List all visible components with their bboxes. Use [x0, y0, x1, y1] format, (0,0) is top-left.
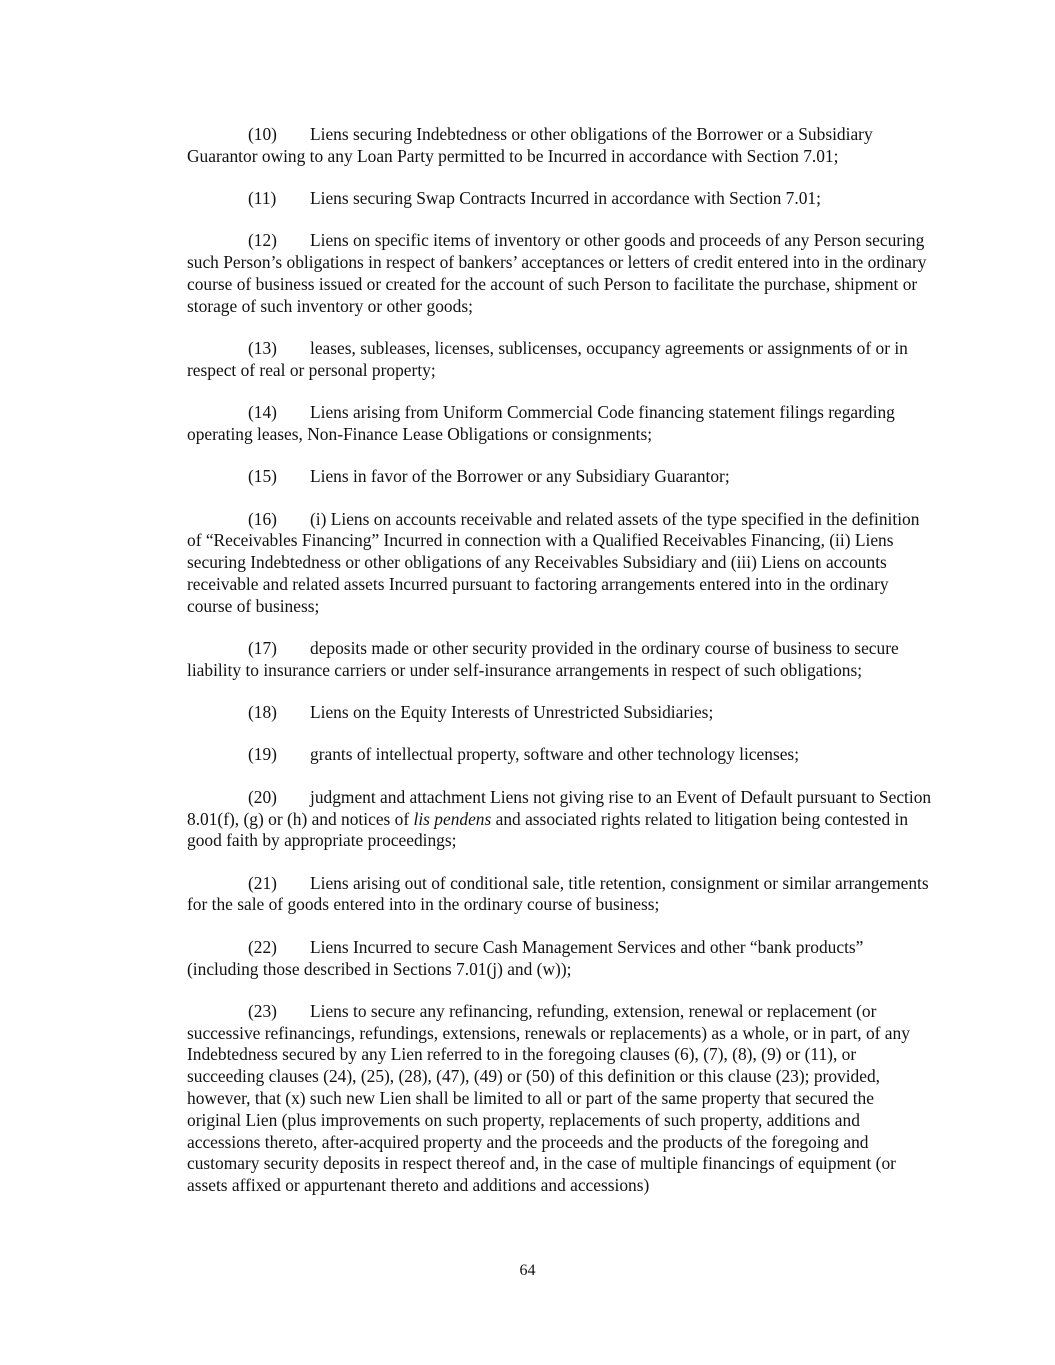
- document-body: [187, 124, 932, 1217]
- clause-23: [187, 1001, 932, 1197]
- clause-text: Liens arising out of conditional sale, title retention, consignment or similar arrangements for the sale of goods entered into in the ordinary course of business;: [187, 872, 929, 915]
- clause-number: (16): [248, 508, 277, 529]
- clause-text: Liens on specific items of inventory or other goods and proceeds of any Person securing such Person’s obligations in respect of bankers’ acceptances or letters of credit entered into in the ordinary course of business issued or created for the account of such Person to facilitate the purchase, shipment or storage of such inventory or other goods;: [187, 230, 927, 316]
- clause-14: [187, 402, 932, 446]
- clause-22: [187, 937, 932, 981]
- clause-text: (i) Liens on accounts receivable and related assets of the type specified in the definition of “Receivables Financing” Incurred in connection with a Qualified Receivables Financing, (ii) Liens securing Indebtedness or other obligations of any Receivables Subsidiary and (iii) Liens on accounts receivable and related assets Incurred pursuant to factoring arrangements entered into in the ordinary course of business;: [187, 508, 920, 616]
- clause-text: deposits made or other security provided in the ordinary course of business to secure liability to insurance carriers or under self-insurance arrangements in respect of such obligations;: [187, 638, 899, 680]
- page-number: 64: [519, 1262, 536, 1279]
- clause-text: Liens securing Indebtedness or other obligations of the Borrower or a Subsidiary Guarantor owing to any Loan Party permitted to be Incurred in accordance with Section 7.01;: [187, 124, 873, 166]
- clause-number: (18): [248, 702, 277, 723]
- clause-number: (21): [248, 872, 277, 893]
- clause-text: Liens to secure any refinancing, refunding, extension, renewal or replacement (or successive refinancings, refundings, extensions, renewals or replacements) as a whole, or in part, of any Indebtedness secured by any Lien referred to in the foregoing clauses (6), (7), (8), (9) or (11), or succeeding clauses (24), (25), (28), (47), (49) or (50) of this definition or this clause (23); provided, however, that (x) such new Lien shall be limited to all or part of the same property that secured the original Lien (plus improvements on such property, replacements of such property, additions and accessions thereto, after-acquired property and the proceeds and the products of the foregoing and customary security deposits in respect thereof and, in the case of multiple financings of equipment (or assets affixed or appurtenant thereto and additions and accessions): [187, 1000, 910, 1196]
- clause-number: (14): [248, 402, 277, 423]
- clause-12: [187, 230, 932, 317]
- clause-21: [187, 873, 932, 917]
- clause-number: (17): [248, 638, 277, 659]
- clause-text: Liens securing Swap Contracts Incurred in accordance with Section 7.01;: [310, 188, 821, 209]
- clause-text: Liens on the Equity Interests of Unrestricted Subsidiaries;: [310, 702, 714, 723]
- clause-text: Liens Incurred to secure Cash Management Services and other “bank products” (including those described in Sections 7.01(j) and (w));: [187, 936, 864, 979]
- clause-number: (12): [248, 230, 277, 251]
- clause-number: (23): [248, 1000, 277, 1021]
- clause-20: [187, 787, 932, 852]
- clause-number: (10): [248, 124, 277, 144]
- clause-text-italic: lis pendens: [413, 808, 492, 829]
- clause-text: Liens arising from Uniform Commercial Code financing statement filings regarding operating leases, Non-Finance Lease Obligations or consignments;: [187, 402, 895, 444]
- clause-13: [187, 338, 932, 382]
- clause-17: [187, 638, 932, 682]
- clause-number: (19): [248, 744, 277, 765]
- clause-19: [187, 744, 932, 766]
- clause-10: [187, 124, 932, 168]
- clause-number: (11): [248, 188, 277, 209]
- clause-15: [187, 466, 932, 488]
- clause-text: leases, subleases, licenses, sublicenses, occupancy agreements or assignments of or in respect of real or personal property;: [187, 338, 908, 380]
- clause-16: [187, 509, 932, 618]
- clause-number: (15): [248, 466, 277, 487]
- clause-number: (13): [248, 338, 277, 359]
- clause-11: [187, 188, 932, 210]
- clause-text: grants of intellectual property, software and other technology licenses;: [310, 744, 800, 765]
- clause-text: judgment and attachment Liens not giving rise to an Event of Default pursuant to Section 8.01(f), (g) or (h) and notices of: [187, 786, 932, 829]
- clause-text: Liens in favor of the Borrower or any Subsidiary Guarantor;: [310, 466, 730, 487]
- clause-text: and associated rights related to litigation being contested in good faith by appropriate proceedings;: [187, 808, 909, 851]
- clause-number: (20): [248, 786, 277, 807]
- clause-number: (22): [248, 936, 277, 957]
- clause-18: [187, 702, 932, 724]
